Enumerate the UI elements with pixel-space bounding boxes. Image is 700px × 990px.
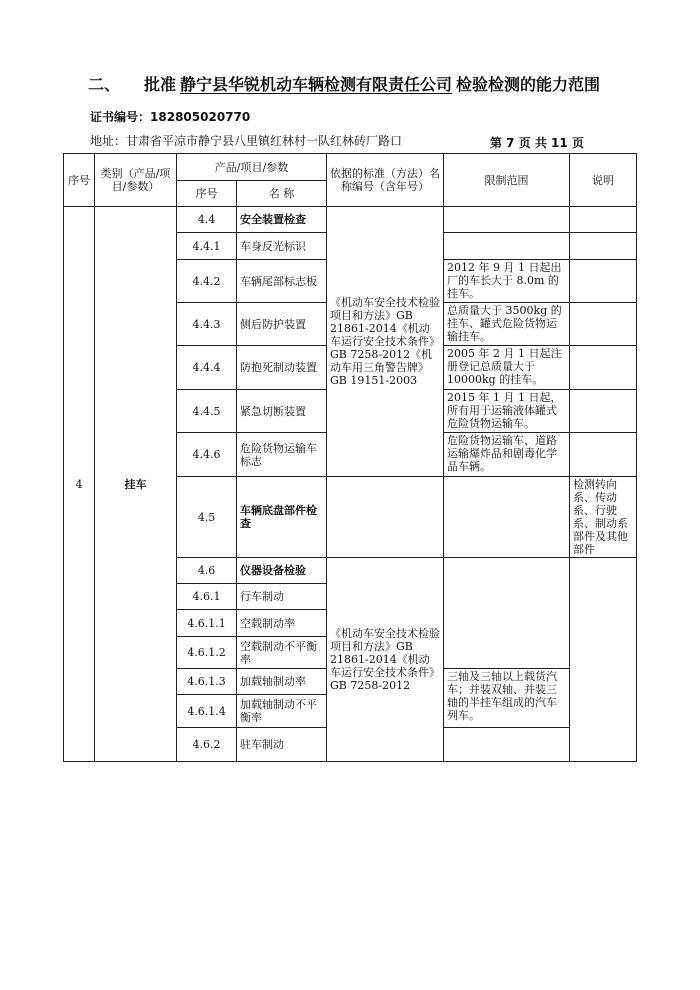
header-note: 说明 (570, 154, 637, 207)
item-name: 加载轴制动率 (237, 669, 327, 695)
item-no: 4.4.2 (177, 260, 237, 303)
standard-cell: 《机动车安全技术检验项目和方法》GB 21861-2014《机动车运行安全技术条件》GB 7258-2012《机动车用三角警告牌》 GB 19151-2003 (327, 207, 444, 477)
item-name: 侧后防护装置 (237, 303, 327, 346)
limit-cell (444, 233, 570, 260)
standard-cell (327, 477, 444, 558)
capability-table (63, 153, 637, 762)
item-no: 4.5 (177, 477, 237, 558)
note-cell (570, 433, 637, 477)
limit-cell: 2005 年 2 月 1 日起注册登记总质量大于 10000kg 的挂车。 (444, 346, 570, 390)
item-name: 紧急切断装置 (237, 390, 327, 433)
item-no: 4.6.1.1 (177, 610, 237, 637)
note-cell (570, 346, 637, 390)
item-name: 空载制动不平衡率 (237, 637, 327, 669)
header-sub-seq: 序号 (177, 181, 237, 207)
header-category: 类别（产品/项目/参数） (95, 154, 177, 207)
item-no: 4.4.1 (177, 233, 237, 260)
heading-suffix: 检验检测的能力范围 (456, 75, 601, 94)
certificate-number (90, 108, 250, 125)
note-cell (570, 390, 637, 433)
limit-cell (444, 558, 570, 669)
limit-cell: 总质量大于 3500kg 的挂车、罐式危险货物运输挂车。 (444, 303, 570, 346)
company-name: 静宁县华锐机动车辆检测有限责任公司 (180, 75, 453, 94)
item-no: 4.6.2 (177, 728, 237, 762)
item-no: 4.6.1 (177, 584, 237, 610)
item-name: 仪器设备检验 (237, 558, 327, 584)
note-cell (570, 260, 637, 303)
item-name: 空载制动率 (237, 610, 327, 637)
note-cell (570, 233, 637, 260)
item-no: 4.4.4 (177, 346, 237, 390)
limit-cell: 2015 年 1 月 1 日起，所有用于运输液体罐式危险货物运输车。 (444, 390, 570, 433)
item-no: 4.4.5 (177, 390, 237, 433)
item-name: 加载轴制动不平衡率 (237, 695, 327, 728)
certificate-label: 证书编号： (90, 110, 151, 124)
address (90, 132, 402, 149)
item-name: 车辆底盘部件检查 (237, 477, 327, 558)
limit-cell: 2012 年 9 月 1 日起出厂的车长大于 8.0m 的挂车。 (444, 260, 570, 303)
limit-cell (444, 728, 570, 762)
item-name: 行车制动 (237, 584, 327, 610)
item-name: 车辆尾部标志板 (237, 260, 327, 303)
item-no: 4.6 (177, 558, 237, 584)
item-name: 防抱死制动装置 (237, 346, 327, 390)
item-no: 4.4.6 (177, 433, 237, 477)
page-indicator: 第 7 页 共 11 页 (490, 136, 584, 150)
note-cell: 检测转向系、传动系、行驶系、制动系部件及其他部件 (570, 477, 637, 558)
limit-cell (444, 477, 570, 558)
heading-number: 二、 (88, 75, 121, 94)
header-seq: 序号 (64, 154, 95, 207)
note-cell (570, 558, 637, 762)
item-name: 危险货物运输车标志 (237, 433, 327, 477)
item-no: 4.4 (177, 207, 237, 233)
item-name: 驻车制动 (237, 728, 327, 762)
document-heading (88, 72, 600, 95)
note-cell (570, 207, 637, 233)
limit-cell (444, 207, 570, 233)
heading-prefix: 批准 (144, 75, 177, 94)
header-limit: 限制范围 (444, 154, 570, 207)
item-name: 车身反光标识 (237, 233, 327, 260)
item-no: 4.6.1.4 (177, 695, 237, 728)
item-no: 4.6.1.2 (177, 637, 237, 669)
note-cell (570, 303, 637, 346)
limit-cell: 三轴及三轴以上载货汽车；并装双轴、并装三轴的半挂车组成的汽车列车。 (444, 669, 570, 728)
standard-cell: 《机动车安全技术检验项目和方法》GB 21861-2014《机动车运行安全技术条件》GB 7258-2012 (327, 558, 444, 762)
header-product-group: 产品/项目/参数 (177, 154, 327, 181)
header-name: 名 称 (237, 181, 327, 207)
header-standard: 依据的标准（方法）名称编号（含年号） (327, 154, 444, 207)
item-no: 4.6.1.3 (177, 669, 237, 695)
limit-cell: 危险货物运输车、道路运输爆炸品和剧毒化学品车辆。 (444, 433, 570, 477)
item-no: 4.4.3 (177, 303, 237, 346)
row-seq: 4 (64, 207, 95, 762)
address-value: 甘肃省平凉市静宁县八里镇红林村一队红林砖厂路口 (126, 134, 403, 148)
row-category: 挂车 (95, 207, 177, 762)
item-name: 安全装置检查 (237, 207, 327, 233)
certificate-value: 182805020770 (150, 110, 251, 124)
address-label: 地址： (90, 134, 127, 148)
